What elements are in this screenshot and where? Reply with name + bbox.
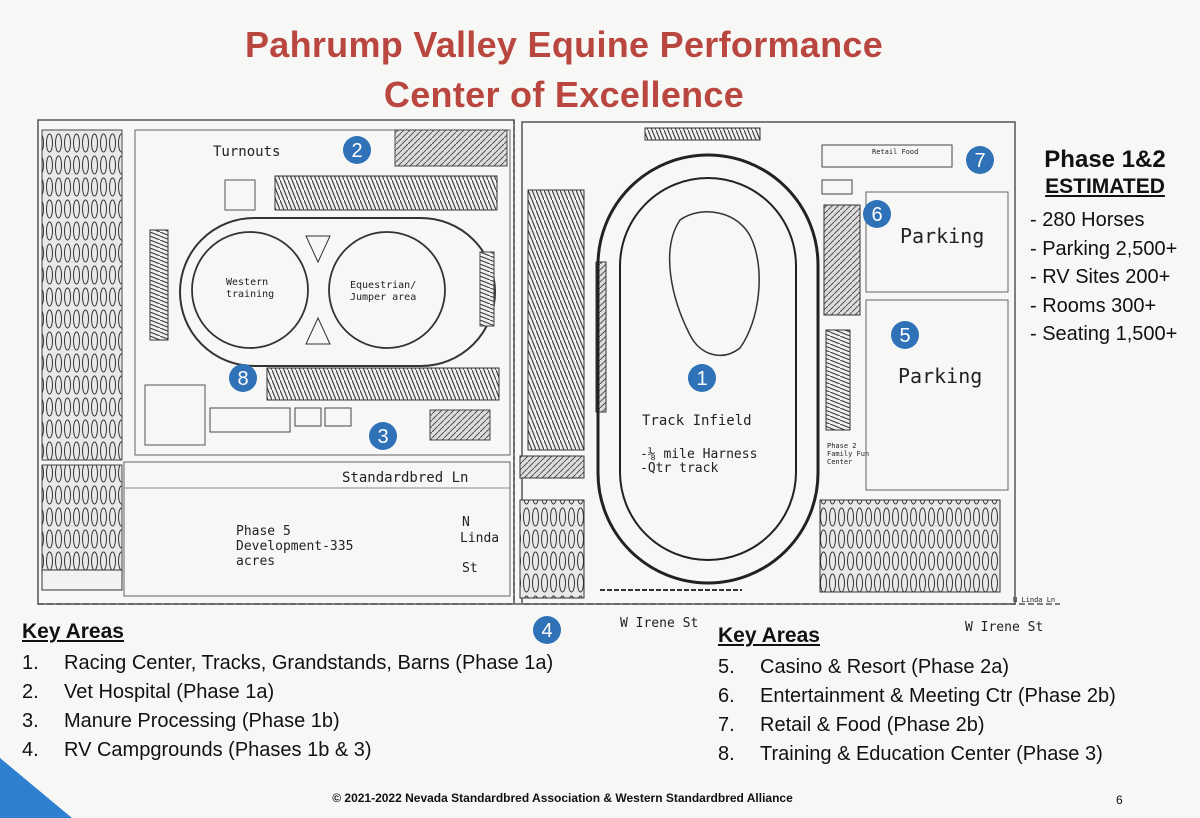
stat-parking: - Parking 2,500+ (1030, 237, 1178, 260)
marker-8 (229, 364, 257, 392)
key-areas-heading: Key Areas (718, 624, 820, 647)
key-item: 8. Training & Education Center (Phase 3) (718, 743, 1103, 765)
label-parking-1: Parking (900, 224, 985, 248)
key-item: 4. RV Campgrounds (Phases 1b & 3) (22, 739, 372, 761)
label-western-training-1: Western (226, 277, 269, 288)
phase-estimates-panel (1030, 146, 1200, 349)
label-phase5-3: acres (236, 554, 276, 569)
svg-text:7: 7 (974, 150, 986, 172)
key-item: 6. Entertainment & Meeting Ctr (Phase 2b) (718, 685, 1116, 707)
label-turnouts: Turnouts (213, 144, 281, 160)
copyright-footer: © 2021-2022 Nevada Standardbred Association & Western Standardbred Alliance (332, 791, 793, 805)
svg-text:5: 5 (899, 325, 911, 347)
rv-column-left-lower (42, 465, 122, 585)
title-line-1: Pahrump Valley Equine Performance (244, 24, 884, 65)
label-family-fun-3: Center (827, 458, 853, 466)
svg-text:2: 2 (351, 140, 363, 162)
svg-text:3: 3 (377, 426, 389, 448)
label-track-desc-2: -Qtr track (640, 461, 719, 476)
phase-subtitle: ESTIMATED (1045, 175, 1165, 198)
marker-6 (863, 200, 891, 228)
training-center-area (135, 130, 510, 455)
label-linda-ln: N Linda Ln (1013, 596, 1056, 604)
label-track-desc-1: -⅛ mile Harness (640, 447, 758, 462)
title-line-2: Center of Excellence (383, 74, 745, 115)
label-track-infield: Track Infield (642, 413, 752, 429)
label-linda-3: St (462, 561, 478, 576)
label-linda-1: N (462, 515, 470, 530)
label-western-training-2: training (226, 289, 275, 300)
label-parking-2: Parking (898, 364, 983, 388)
phase-stats-list (1030, 206, 1200, 349)
key-item: 5. Casino & Resort (Phase 2a) (718, 656, 1010, 678)
key-areas-left (22, 619, 553, 765)
label-linda-2: Linda (460, 531, 500, 546)
label-retail-food: Retail Food (872, 148, 919, 156)
marker-7 (966, 146, 994, 174)
key-item: 1. Racing Center, Tracks, Grandstands, Barns (Phase 1a) (22, 652, 554, 674)
rv-sites-bottom-boxes (42, 570, 122, 590)
key-areas-right (718, 623, 1116, 769)
stat-seating: - Seating 1,500+ (1030, 323, 1178, 345)
marker-2 (343, 136, 371, 164)
label-phase5-2: Development-335 (236, 539, 354, 554)
label-family-fun-1: Phase 2 (827, 442, 857, 450)
phase-title: Phase 1&2 (1044, 146, 1166, 173)
stat-horses: - 280 Horses (1030, 209, 1145, 231)
svg-text:1: 1 (696, 368, 708, 390)
page-number: 6 (1116, 793, 1123, 807)
svg-text:4: 4 (541, 620, 553, 642)
label-w-irene-st-2: W Irene St (965, 620, 1044, 635)
key-areas-heading: Key Areas (22, 620, 124, 643)
label-phase5-1: Phase 5 (236, 524, 291, 539)
rv-column-left (42, 130, 122, 460)
label-equestrian-1: Equestrian/ (350, 280, 417, 291)
label-equestrian-2: Jumper area (350, 292, 417, 303)
label-standardbred-ln: Standardbred Ln (342, 470, 469, 486)
key-item: 2. Vet Hospital (Phase 1a) (22, 681, 275, 703)
stat-rv-sites: - RV Sites 200+ (1030, 266, 1171, 288)
svg-text:6: 6 (871, 204, 883, 226)
label-family-fun-2: Family Fun (827, 450, 870, 458)
marker-5 (891, 321, 919, 349)
stat-rooms: - Rooms 300+ (1030, 294, 1157, 317)
marker-1 (688, 364, 716, 392)
svg-text:8: 8 (237, 368, 249, 390)
key-item: 7. Retail & Food (Phase 2b) (718, 714, 985, 736)
corner-accent-shape (0, 758, 72, 818)
key-item: 3. Manure Processing (Phase 1b) (22, 710, 340, 732)
marker-3 (369, 422, 397, 450)
label-w-irene-st-1: W Irene St (620, 616, 699, 631)
